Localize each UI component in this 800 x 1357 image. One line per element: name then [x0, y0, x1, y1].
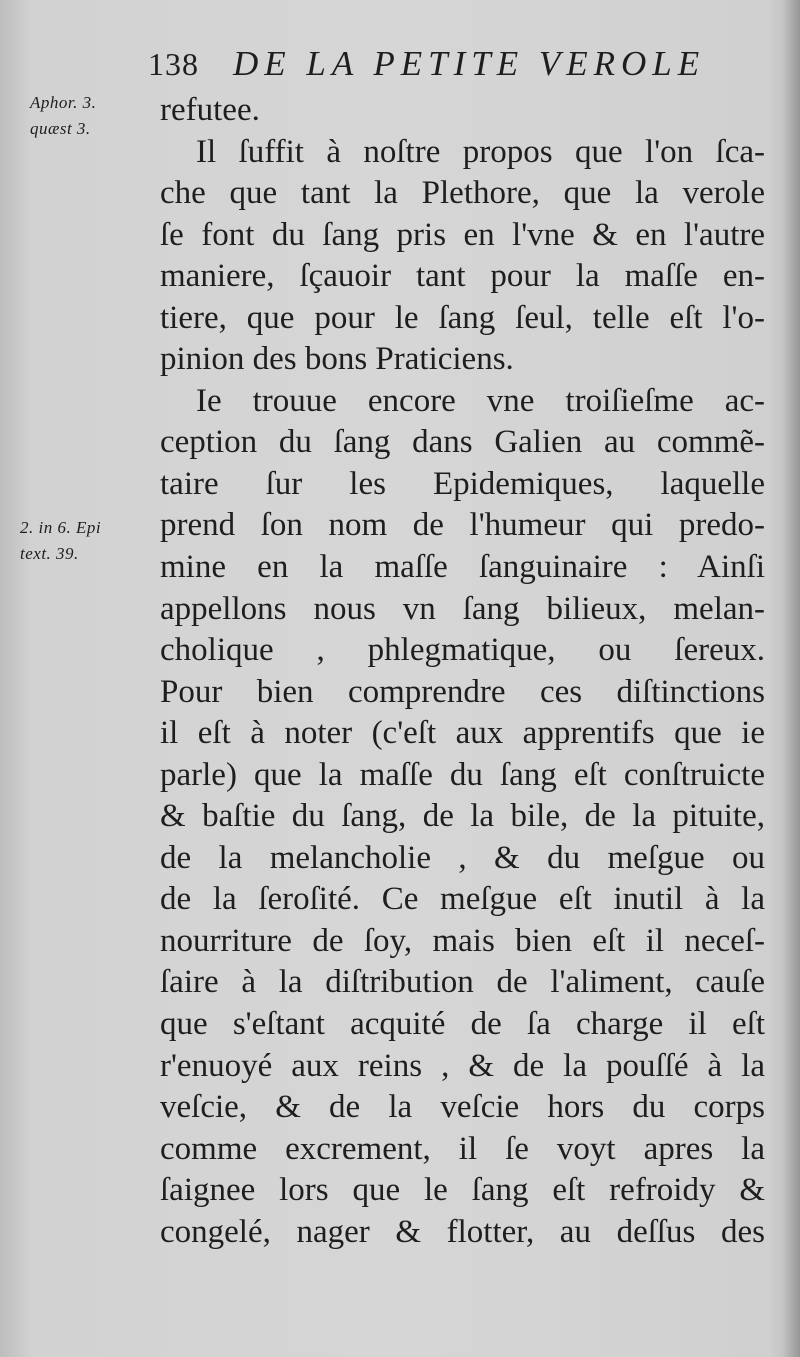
text-line: congelé, nager & flotter, au deſſus des [160, 1213, 765, 1250]
text-line: ſaignee lors que le ſang eſt refroidy & [160, 1172, 765, 1209]
text-line: prend ſon nom de l'humeur qui predo- [160, 507, 765, 544]
text-line: nourriture de ſoy, mais bien eſt il neceſ- [160, 922, 765, 959]
page-number: 138 [148, 46, 199, 82]
margin-note-line: quæst 3. [30, 119, 91, 138]
text-line: de la ſeroſité. Ce meſgue eſt inutil à la [160, 881, 765, 918]
text-line: appellons nous vn ſang bilieux, melan- [160, 590, 765, 627]
margin-note-epidemics [20, 515, 150, 567]
text-line: Pour bien comprendre ces diſtinctions [160, 673, 765, 710]
text-line: refutee. [160, 92, 260, 128]
text-line: cholique , phlegmatique, ou ſereux. [160, 632, 765, 669]
text-line: r'enuoyé aux reins , & de la pouſſé à la [160, 1047, 765, 1084]
text-line: de la melancholie , & du meſgue ou [160, 839, 765, 876]
text-line: tiere, que pour le ſang ſeul, telle eſt l'o- [160, 299, 765, 336]
margin-notes [0, 0, 150, 1357]
margin-note-line: Aphor. 3. [30, 93, 97, 112]
text-line: ſaire à la diſtribution de l'aliment, cauſe [160, 964, 765, 1001]
text-line: taire ſur les Epidemiques, laquelle [160, 465, 765, 502]
text-line: Il ſuffit à noſtre propos que l'on ſca- [196, 133, 765, 170]
running-title: DE LA PETITE VEROLE [233, 44, 706, 83]
text-line: mine en la maſſe ſanguinaire : Ainſi [160, 549, 765, 586]
text-line: ception du ſang dans Galien au commẽ- [160, 424, 765, 461]
body-text [160, 90, 765, 1253]
text-line: & baſtie du ſang, de la bile, de la pituite, [160, 798, 765, 835]
text-line: comme excrement, il ſe voyt apres la [160, 1130, 765, 1167]
text-line: pinion des bons Praticiens. [160, 341, 514, 378]
page-edge-shadow [782, 0, 800, 1357]
text-line: Ie trouue encore vne troiſieſme ac- [196, 382, 765, 419]
text-line: il eſt à noter (c'eſt aux apprentifs que ie [160, 715, 765, 752]
text-line: parle) que la maſſe du ſang eſt conſtruicte [160, 756, 765, 793]
text-line: ſe font du ſang pris en l'vne & en l'autre [160, 216, 765, 253]
text-line: maniere, ſçauoir tant pour la maſſe en- [160, 258, 765, 295]
text-line: che que tant la Plethore, que la verole [160, 175, 765, 212]
margin-note-aphorism [30, 90, 160, 142]
margin-note-line: 2. in 6. Epi [20, 518, 102, 537]
page-header [148, 44, 748, 94]
margin-note-line: text. 39. [20, 544, 79, 563]
text-line: que s'eſtant acquité de ſa charge il eſt [160, 1006, 765, 1043]
text-line: veſcie, & de la veſcie hors du corps [160, 1089, 765, 1126]
